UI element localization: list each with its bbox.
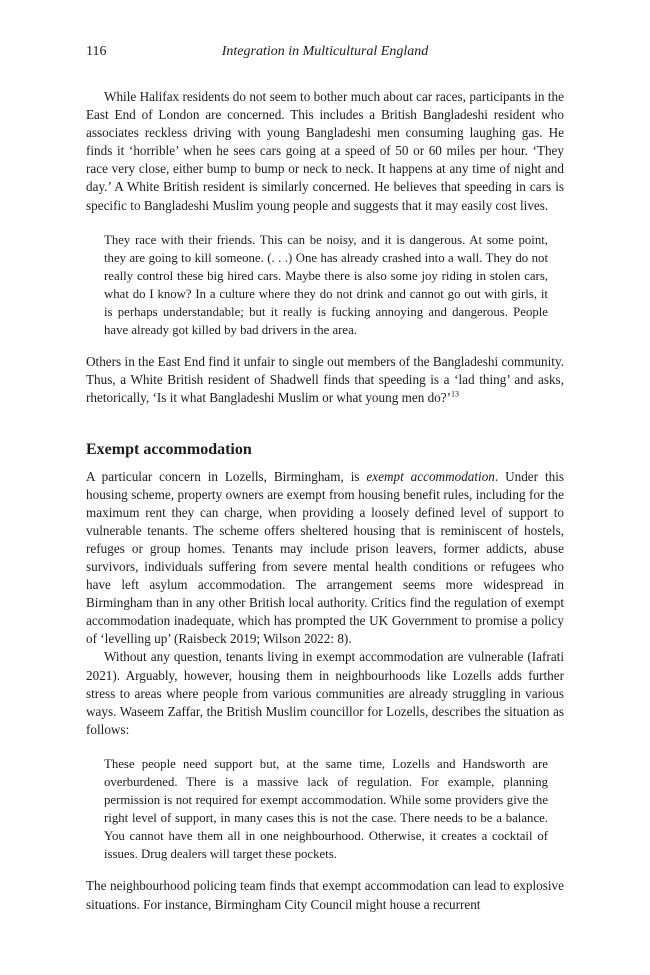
footnote-marker: 13	[451, 390, 460, 400]
paragraph-exempt-accommodation-start: A particular concern in Lozells, Birmingham, is	[86, 468, 367, 484]
paragraph-east-end	[86, 353, 564, 407]
running-title: Integration in Multicultural England	[221, 44, 429, 59]
running-head	[86, 44, 564, 64]
paragraph-policing-team: The neighbourhood policing team finds that exempt accommodation can lead to explosive situations. For instance, Birmingham City Council might house a recurrent	[86, 878, 564, 912]
paragraph-halifax: While Halifax residents do not seem to bother much about car races, participants in the East End of London are concerned. This includes a British Bangladeshi resident who associates reckless driving with young Bangladeshi men consuming laughing gas. He finds it ‘horrible’ when he sees cars going at a speed of 50 or 60 miles per hour. ‘They race very close, either bump to bump or neck to neck. It happens at any time of night and day.’ A White British resident is similarly concerned. He believes that speeding in cars is specific to Bangladeshi Muslim young people and suggests that it may easily cost lives.	[86, 89, 564, 213]
block-quote-white-british-resident: They race with their friends. This can be noisy, and it is dangerous. At some point, they are going to kill someone. (. . .) One has already crashed into a wall. They do not really control these big hired cars. Maybe there is also some joy riding in stolen cars, what do I know? In a culture where they do not drink and cannot go out with girls, it is perhaps understandable; but it really is fucking annoying and dangerous. People have already got killed by bad drivers in the area.	[104, 232, 548, 338]
paragraph-exempt-accommodation	[86, 468, 564, 649]
paragraph-exempt-accommodation-rest: . Under this housing scheme, property owners are exempt from housing benefit rules, including for the maximum rent they can charge, when providing a loosely defined level of support to vulnerable tenants. The scheme offers sheltered housing that is reminiscent of hostels, refuges or group homes. Tenants may include prison leavers, former addicts, abuse survivors, individuals suffering from severe mental health conditions or refugees who have left asylum accommodation. The arrangement seems more widespread in Birmingham than in any other British local authority. Critics find the regulation of exempt accommodation inadequate, which has prompted the UK Government to promise a policy of ‘levelling up’ (Raisbeck 2019; Wilson 2022: 8).	[86, 468, 564, 647]
block-quote-councillor: These people need support but, at the same time, Lozells and Handsworth are overburdened. There is a massive lack of regulation. For example, planning permission is not required for exempt accommodation. While some providers give the right level of support, in many cases this is not the case. There needs to be a balance. You cannot have them all in one neighbourhood. Otherwise, it creates a cocktail of issues. Drug dealers will target these pockets.	[104, 756, 548, 862]
paragraph-east-end-text: Others in the East End find it unfair to single out members of the Bangladeshi community. Thus, a White British resident of Shadwell finds that speeding is a ‘lad thing’ and asks, rhetorically, ‘Is it what Bangladeshi Muslim or what young men do?’	[86, 354, 564, 406]
emphasis-exempt-accommodation: exempt accommodation	[366, 468, 495, 484]
page-body	[86, 88, 564, 914]
paragraph-vulnerable-tenants: Without any question, tenants living in exempt accommodation are vulnerable (Iafrati 2021). Arguably, however, housing them in neighbourhoods like Lozells adds further stress to areas where people from various communities are already struggling in various ways. Waseem Zaffar, the British Muslim councillor for Lozells, describes the situation as follows:	[86, 649, 564, 737]
page-number: 116	[86, 44, 107, 59]
section-heading: Exempt accommodation	[86, 440, 252, 458]
